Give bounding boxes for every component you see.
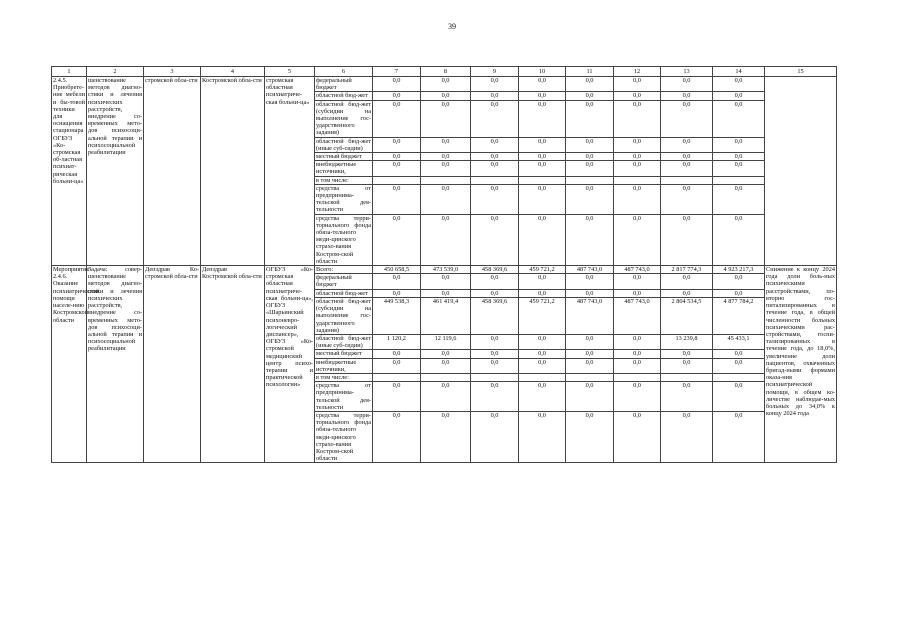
- value-cell: 0,0: [519, 161, 566, 176]
- value-cell: 0,0: [713, 184, 765, 214]
- value-cell: [566, 176, 614, 184]
- value-cell: 0,0: [373, 92, 421, 100]
- value-cell: 0,0: [614, 100, 661, 137]
- value-cell: 0,0: [373, 274, 421, 289]
- value-cell: 0,0: [713, 137, 765, 152]
- value-cell: 0,0: [471, 184, 519, 214]
- funding-source-cell: областной бюд-жет (субсидии на выполнение гос-ударственного задания): [316, 297, 371, 334]
- column-header: 13: [661, 67, 713, 77]
- value-cell: [614, 176, 661, 184]
- value-cell: 12 119,6: [421, 334, 471, 349]
- task-cell: шенствование методов диагно-стики и лечения психических расстройств, внедрение со-временных мето-дов психосоци-альной терапии и психосоциальной реабилитации: [87, 77, 144, 266]
- value-cell: 0,0: [661, 153, 713, 161]
- value-cell: 0,0: [661, 184, 713, 214]
- value-cell: 0,0: [661, 350, 713, 358]
- value-cell: 0,0: [519, 100, 566, 137]
- funding-source-cell: областной бюд-жет (иные суб-сидии): [316, 137, 371, 152]
- value-cell: 0,0: [373, 358, 421, 373]
- funding-source-cell: средства терри-ториального фонда обяза-тельного меди-цинского страхо-вания Костром-ской области: [316, 214, 371, 265]
- value-cell: 45 433,1: [713, 334, 765, 349]
- header-row: [52, 67, 837, 77]
- value-cell: 458 369,6: [471, 297, 519, 334]
- value-cell: 0,0: [713, 92, 765, 100]
- value-cell: 0,0: [713, 161, 765, 176]
- program-table: [51, 66, 837, 463]
- column-header: 15: [765, 67, 837, 77]
- value-cell: 0,0: [519, 411, 566, 462]
- value-cell: 0,0: [373, 100, 421, 137]
- value-cell: 0,0: [566, 358, 614, 373]
- funding-source-cell: средства от предпринима-тельской дея-тельности: [316, 184, 371, 214]
- column-header: 10: [519, 67, 566, 77]
- value-cell: 0,0: [471, 153, 519, 161]
- column-header: 3: [144, 67, 201, 77]
- value-cell: 0,0: [713, 153, 765, 161]
- value-cell: 0,0: [566, 411, 614, 462]
- value-cell: 0,0: [471, 100, 519, 137]
- value-cell: 0,0: [519, 92, 566, 100]
- value-cell: 0,0: [421, 161, 471, 176]
- value-cell: 0,0: [713, 274, 765, 289]
- value-cell: 0,0: [471, 358, 519, 373]
- page-number: 39: [448, 22, 456, 31]
- value-cell: 0,0: [519, 350, 566, 358]
- value-cell: 0,0: [566, 77, 614, 92]
- funding-source-cell: в том числе:: [315, 373, 373, 381]
- value-cell: 487 743,0: [566, 297, 614, 334]
- value-cell: 487 743,0: [614, 266, 661, 274]
- value-cell: [519, 176, 566, 184]
- value-cell: 0,0: [614, 334, 661, 349]
- funding-source-cell: местный бюджет: [315, 350, 373, 358]
- value-cell: 0,0: [566, 274, 614, 289]
- value-cell: 0,0: [471, 161, 519, 176]
- value-cell: [421, 176, 471, 184]
- value-cell: 0,0: [421, 100, 471, 137]
- value-cell: 459 721,2: [519, 297, 566, 334]
- value-cell: 0,0: [661, 161, 713, 176]
- value-cell: 0,0: [421, 153, 471, 161]
- value-cell: 0,0: [471, 274, 519, 289]
- value-cell: 0,0: [566, 161, 614, 176]
- value-cell: 0,0: [519, 137, 566, 152]
- value-cell: 0,0: [519, 153, 566, 161]
- value-cell: 0,0: [373, 350, 421, 358]
- value-cell: 0,0: [614, 350, 661, 358]
- expected-result-cell: Снижение к концу 2024 года доли боль-ных психическими расстройствами, по-вторно гос-питализированных в течение года, в общей численности больных психическими рас-стройствами, госпи-тализированных в течение года, до 18,0%, увеличение доли пациентов, охваченных бригад-ными формами оказа-ния психиатрической помощи, в общем ко-личестве наблюдае-мых больных до 34,0% к концу 2024 года: [765, 266, 837, 463]
- value-cell: [713, 373, 765, 381]
- value-cell: [471, 373, 519, 381]
- value-cell: 0,0: [566, 214, 614, 265]
- value-cell: 450 658,5: [373, 266, 421, 274]
- value-cell: 0,0: [614, 358, 661, 373]
- column-header: 1: [52, 67, 87, 77]
- value-cell: 0,0: [519, 358, 566, 373]
- coordinator-cell: Депздрав Ко-стромской обла-сти: [144, 266, 201, 463]
- value-cell: 0,0: [614, 92, 661, 100]
- value-cell: 0,0: [566, 289, 614, 297]
- value-cell: 4 923 217,3: [713, 266, 765, 274]
- value-cell: 0,0: [421, 382, 471, 412]
- value-cell: 0,0: [519, 184, 566, 214]
- expected-result-cell: [765, 77, 837, 266]
- value-cell: 461 419,4: [421, 297, 471, 334]
- value-cell: 13 239,8: [661, 334, 713, 349]
- column-header: 8: [421, 67, 471, 77]
- value-cell: [471, 176, 519, 184]
- value-cell: 0,0: [471, 289, 519, 297]
- funding-source-cell: областной бюд-жет: [315, 289, 373, 297]
- funding-source-cell: внебюджетные источники,: [315, 161, 373, 176]
- value-cell: 0,0: [373, 289, 421, 297]
- value-cell: 473 539,0: [421, 266, 471, 274]
- value-cell: 0,0: [471, 350, 519, 358]
- value-cell: 0,0: [373, 153, 421, 161]
- value-cell: 0,0: [519, 289, 566, 297]
- value-cell: 0,0: [519, 334, 566, 349]
- column-header: 4: [201, 67, 265, 77]
- value-cell: 0,0: [471, 382, 519, 412]
- table-row: [52, 77, 837, 92]
- value-cell: 0,0: [421, 92, 471, 100]
- value-cell: 0,0: [614, 161, 661, 176]
- value-cell: 0,0: [421, 289, 471, 297]
- value-cell: 0,0: [373, 77, 421, 92]
- activity-name-cell: Мероприятие 2.4.6. Оказание психиатрической помощи населе-нию Костромской области: [52, 266, 87, 463]
- column-header: 9: [471, 67, 519, 77]
- value-cell: [566, 373, 614, 381]
- value-cell: 0,0: [373, 184, 421, 214]
- funding-source-cell: средства терри-ториального фонда обяза-тельного меди-цинского страхо-вания Костром-ской области: [316, 411, 371, 463]
- funding-source-cell: областной бюд-жет (субсидии на выполнение гос-ударственного задания): [316, 100, 371, 137]
- funding-source-cell: местный бюджет: [315, 153, 373, 161]
- value-cell: 0,0: [614, 274, 661, 289]
- value-cell: 0,0: [661, 411, 713, 462]
- value-cell: 0,0: [421, 358, 471, 373]
- value-cell: 0,0: [421, 77, 471, 92]
- value-cell: 0,0: [471, 77, 519, 92]
- value-cell: 0,0: [566, 350, 614, 358]
- value-cell: 0,0: [614, 411, 661, 462]
- value-cell: 0,0: [614, 77, 661, 92]
- value-cell: 0,0: [713, 358, 765, 373]
- executor-cell: Депздрав Костромской обла-сти: [201, 266, 265, 463]
- executor-cell: Костромской обла-сти: [201, 77, 265, 266]
- value-cell: 487 743,0: [614, 297, 661, 334]
- value-cell: 0,0: [713, 100, 765, 137]
- column-header: 6: [315, 67, 373, 77]
- column-header: 5: [265, 67, 315, 77]
- value-cell: 0,0: [713, 350, 765, 358]
- value-cell: 0,0: [471, 137, 519, 152]
- value-cell: 4 877 784,2: [713, 297, 765, 334]
- value-cell: 0,0: [614, 289, 661, 297]
- value-cell: 0,0: [566, 184, 614, 214]
- value-cell: 0,0: [471, 411, 519, 462]
- value-cell: 0,0: [713, 289, 765, 297]
- value-cell: [661, 176, 713, 184]
- value-cell: 0,0: [713, 411, 765, 462]
- participant-cell: ОГБУЗ «Ко-стромская областная психиатриче-ская больни-ца», ОГБУЗ «Шарьинский психоневро-логический диспансер», ОГБУЗ «Ко-стромской медицинский центр психо-терапии и практической психологии»: [265, 266, 315, 463]
- value-cell: 458 369,6: [471, 266, 519, 274]
- column-header: 7: [373, 67, 421, 77]
- value-cell: 2 804 534,5: [661, 297, 713, 334]
- value-cell: 0,0: [421, 411, 471, 462]
- funding-source-cell: в том числе:: [315, 176, 373, 184]
- value-cell: [373, 176, 421, 184]
- value-cell: 0,0: [661, 289, 713, 297]
- value-cell: [661, 373, 713, 381]
- value-cell: 0,0: [421, 137, 471, 152]
- value-cell: 0,0: [566, 334, 614, 349]
- value-cell: 0,0: [661, 137, 713, 152]
- value-cell: 0,0: [661, 77, 713, 92]
- value-cell: 0,0: [471, 92, 519, 100]
- value-cell: 0,0: [661, 214, 713, 265]
- column-header: 12: [614, 67, 661, 77]
- value-cell: 0,0: [421, 184, 471, 214]
- value-cell: 0,0: [471, 334, 519, 349]
- value-cell: 0,0: [421, 274, 471, 289]
- value-cell: 0,0: [566, 100, 614, 137]
- value-cell: 0,0: [566, 382, 614, 412]
- value-cell: 0,0: [373, 137, 421, 152]
- column-header: 2: [87, 67, 144, 77]
- value-cell: 0,0: [614, 184, 661, 214]
- value-cell: 0,0: [519, 274, 566, 289]
- value-cell: 0,0: [566, 153, 614, 161]
- activity-name-cell: 2.4.5. Приобрете-ние мебели и бы-товой техники для оснащения стационара ОГБУЗ «Ко-стромская об-ластная психиат-рическая больни-ца»: [52, 77, 87, 266]
- value-cell: [713, 176, 765, 184]
- funding-source-cell: Всего:: [315, 266, 373, 274]
- value-cell: 0,0: [614, 382, 661, 412]
- value-cell: 1 120,2: [373, 334, 421, 349]
- value-cell: 0,0: [713, 382, 765, 412]
- value-cell: [519, 373, 566, 381]
- value-cell: 0,0: [421, 350, 471, 358]
- value-cell: 0,0: [713, 77, 765, 92]
- value-cell: 459 721,2: [519, 266, 566, 274]
- coordinator-cell: стромской обла-сти: [144, 77, 201, 266]
- table-row: [52, 266, 837, 274]
- value-cell: 0,0: [519, 77, 566, 92]
- value-cell: 0,0: [661, 274, 713, 289]
- value-cell: 0,0: [566, 137, 614, 152]
- funding-source-cell: внебюджетные источники,: [315, 358, 373, 373]
- value-cell: 0,0: [519, 382, 566, 412]
- participant-cell: стромская областная психиатриче-ская больни-ца»: [265, 77, 315, 266]
- value-cell: 0,0: [661, 100, 713, 137]
- value-cell: 2 817 774,3: [661, 266, 713, 274]
- funding-source-cell: средства от предпринима-тельской дея-тельности: [316, 382, 371, 411]
- value-cell: [373, 373, 421, 381]
- value-cell: 0,0: [661, 358, 713, 373]
- value-cell: 0,0: [614, 214, 661, 265]
- value-cell: 0,0: [661, 382, 713, 412]
- value-cell: [614, 373, 661, 381]
- column-header: 14: [713, 67, 765, 77]
- value-cell: 0,0: [421, 214, 471, 265]
- task-cell: Задача: совер-шенствование методов диагно-стики и лечения психических расстройств, внедрение со-временных мето-дов психосоци-альной терапии и психосоциальной реабилитации: [87, 266, 144, 463]
- funding-source-cell: областной бюд-жет (иные суб-сидии): [316, 334, 371, 350]
- value-cell: [421, 373, 471, 381]
- value-cell: 0,0: [713, 214, 765, 265]
- funding-source-cell: федеральный бюджет: [315, 274, 373, 289]
- funding-source-cell: областной бюд-жет: [315, 92, 373, 100]
- value-cell: 0,0: [373, 411, 421, 462]
- value-cell: 0,0: [566, 92, 614, 100]
- value-cell: 0,0: [373, 382, 421, 412]
- column-header: 11: [566, 67, 614, 77]
- funding-source-cell: федеральный бюджет: [315, 77, 373, 92]
- value-cell: 0,0: [614, 137, 661, 152]
- value-cell: 0,0: [373, 161, 421, 176]
- value-cell: 487 743,0: [566, 266, 614, 274]
- value-cell: 0,0: [471, 214, 519, 265]
- value-cell: 0,0: [661, 92, 713, 100]
- value-cell: 0,0: [373, 214, 421, 265]
- value-cell: 0,0: [519, 214, 566, 265]
- value-cell: 0,0: [614, 153, 661, 161]
- value-cell: 449 538,3: [373, 297, 421, 334]
